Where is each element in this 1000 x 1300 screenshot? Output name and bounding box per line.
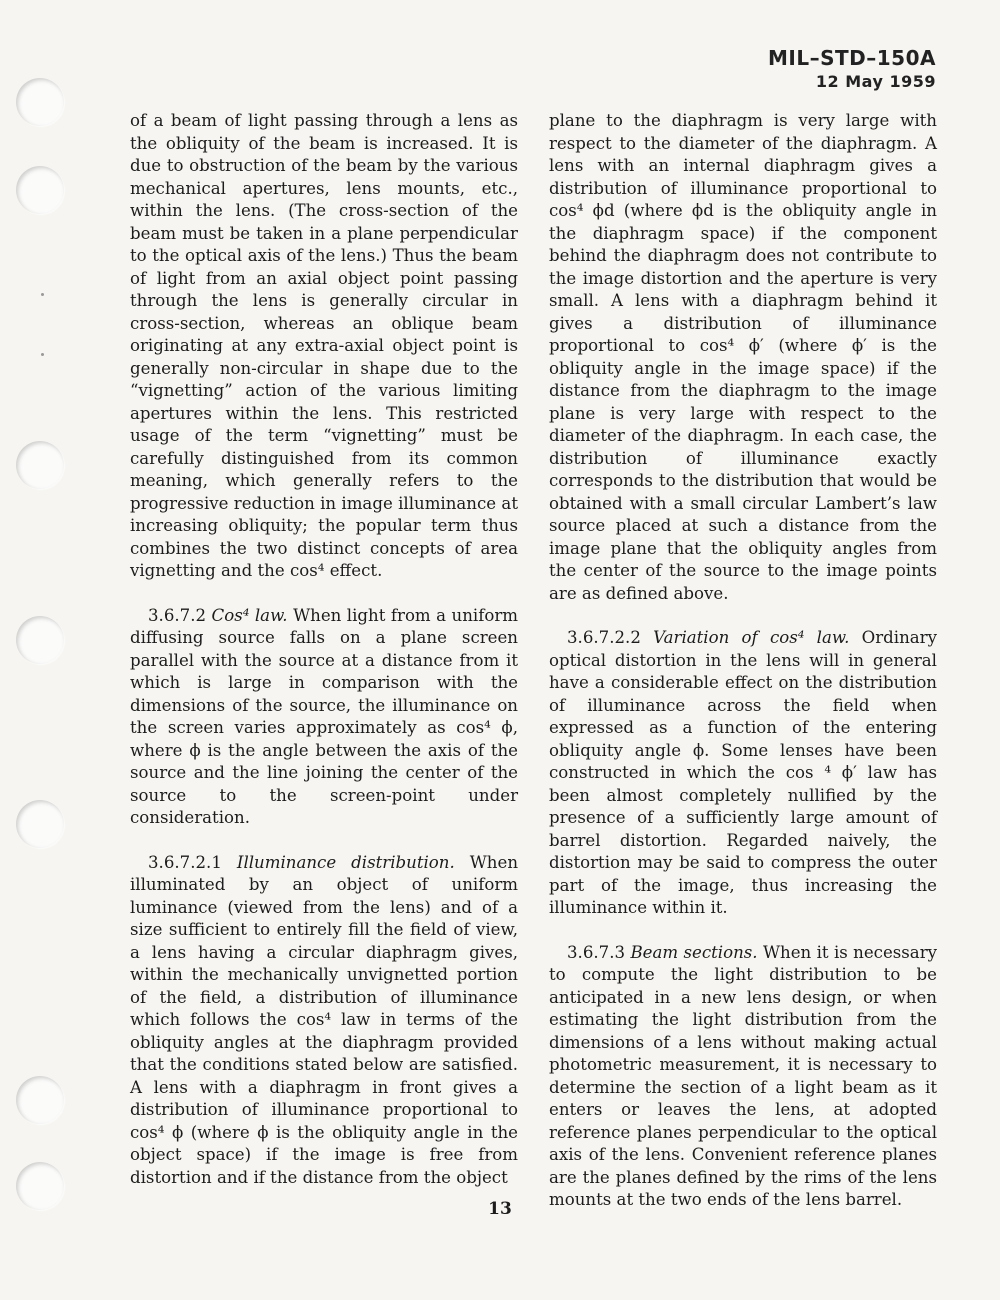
document-id: MIL–STD–150A	[768, 46, 936, 70]
section-variation-cos4-law	[549, 627, 937, 920]
section-number: 3.6.7.2.2	[567, 628, 641, 647]
left-column	[130, 110, 518, 1189]
page-number: 13	[488, 1199, 512, 1219]
paper-speck	[41, 353, 44, 356]
section-number: 3.6.7.2.1	[148, 852, 222, 872]
section-body: When light from a uniform diffusing source falls on a plane screen parallel with the source at a distance from it which is large in comparison with the dimensions of the source, the illuminance on the screen varies approximately as cos⁴ ϕ, where ϕ is the angle between the axis of the source and the line joining the center of the source to the screen-point under consideration.	[130, 605, 518, 827]
paragraph-continued: plane to the diaphragm is very large with respect to the diameter of the diaphragm. A lens with an internal diaphragm gives a distribution of illuminance proportional to cos⁴ ϕd (where ϕd is the obliquity angle in the diaphragm space) if the component behind the diaphragm does not contribute to the image distortion and the aperture is very small. A lens with a diaphragm behind it gives a distribution of illuminance proportional to cos⁴ ϕ′ (where ϕ′ is the obliquity angle in the image space) if the distance from the diaphragm to the image plane is very large with respect to the diameter of the diaphragm. In each case, the distribution of illuminance exactly corresponds to the distribution that would be obtained with a small circular Lambert’s law source placed at such a distance from the image plane that the obliquity angles from the center of the source to the image points are as defined above.	[549, 111, 937, 603]
paper-speck	[41, 293, 44, 296]
page-header	[768, 46, 936, 91]
section-body: When it is necessary to compute the light distribution to be anticipated in a new lens design, or when estimating the light distribution from the dimensions of a lens without making actual photometric measurement, it is necessary to determine the section of a light beam as it enters or leaves the lens, at adopted reference planes perpendicular to the optical axis of the lens. Convenient reference planes are the planes defined by the rims of the lens mounts at the two ends of the lens barrel.	[549, 942, 937, 1209]
section-illuminance-distribution	[130, 852, 518, 1190]
section-number: 3.6.7.3	[567, 942, 626, 962]
section-title: Beam sections.	[630, 942, 758, 962]
binder-hole	[16, 1076, 64, 1124]
section-title: Illuminance distribution.	[236, 852, 455, 872]
section-body: Ordinary optical distortion in the lens will in general have a considerable effect on the distribution of illuminance across the field when expressed as a function of the entering obliquity angle ϕ. Some lenses have been constructed in which the cos ⁴ ϕ′ law has been almost completely nullified by the presence of a sufficiently large amount of barrel distortion. Regarded naively, the distortion may be said to compress the outer part of the image, thus increasing the illuminance within it.	[549, 628, 937, 917]
binder-hole	[16, 78, 64, 126]
section-title: Cos⁴ law.	[211, 605, 288, 625]
document-date: 12 May 1959	[815, 72, 936, 91]
binder-hole	[16, 441, 64, 489]
section-number: 3.6.7.2	[148, 605, 207, 625]
section-beam-sections	[549, 942, 937, 1212]
right-column	[549, 110, 937, 1212]
binder-hole	[16, 800, 64, 848]
binder-hole	[16, 166, 64, 214]
binder-hole	[16, 616, 64, 664]
paragraph-continued: of a beam of light passing through a lens as the obliquity of the beam is increased. It is due to obstruction of the beam by the various mechanical apertures, lens mounts, etc., within the lens. (The cross-section of the beam must be taken in a plane perpendicular to the optical axis of the lens.) Thus the beam of light from an axial object point passing through the lens is generally circular in cross-section, whereas an oblique beam originating at any extra-axial object point is generally non-circular in shape due to the “vignetting” action of the various limiting apertures within the lens. This restricted usage of the term “vignetting” must be carefully distinguished from its common meaning, which generally refers to the progressive reduction in image illuminance at increasing obliquity; the popular term thus combines the two distinct concepts of area vignetting and the cos⁴ effect.	[130, 111, 518, 580]
section-cos4-law	[130, 605, 518, 830]
section-title: Variation of cos⁴ law.	[653, 628, 850, 647]
section-body: When illuminated by an object of uniform luminance (viewed from the lens) and of a size sufficient to entirely fill the field of view, a lens having a circular diaphragm gives, within the mechanically unvignetted portion of the field, a distribution of illuminance which follows the cos⁴ law in terms of the obliquity angles at the diaphragm provided that the conditions stated below are satisfied. A lens with a diaphragm in front gives a distribution of illuminance proportional to cos⁴ ϕ (where ϕ is the obliquity angle in the object space) if the image is free from distortion and if the distance from the object	[130, 852, 518, 1187]
